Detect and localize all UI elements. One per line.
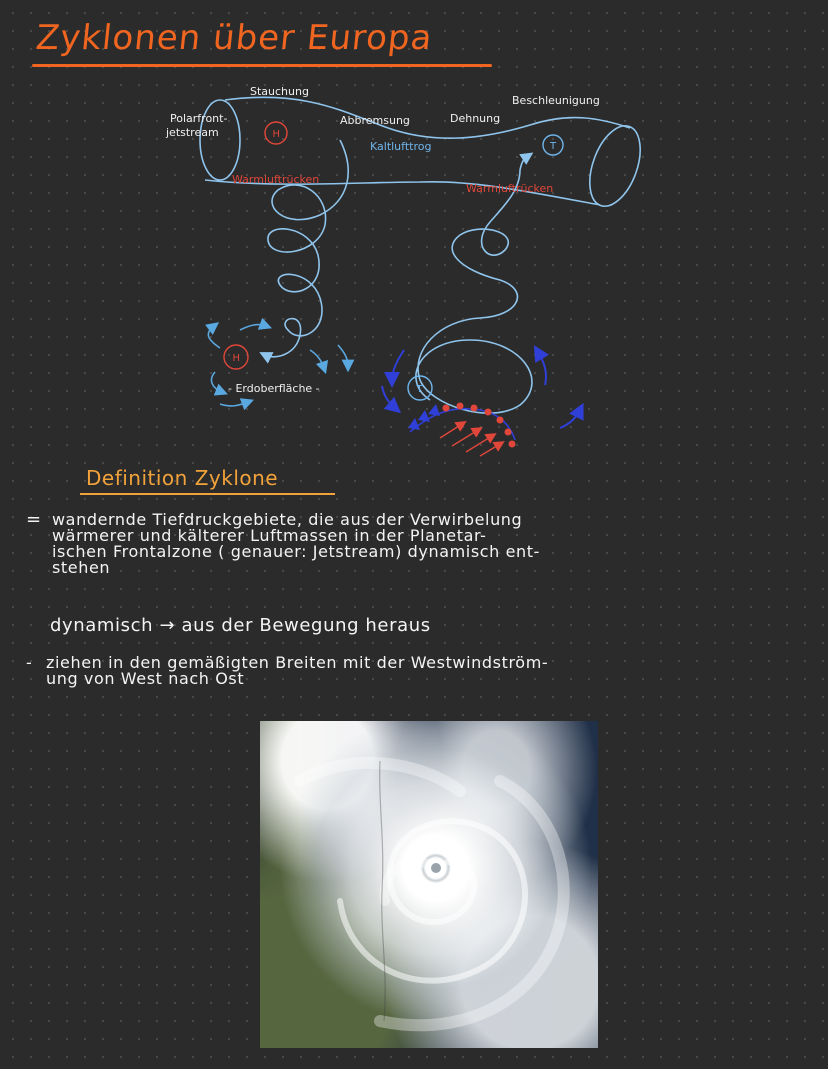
movement-text: ziehen in den gemäßigten Breiten mit der Westwindström- ung von West nach Ost xyxy=(46,653,549,688)
definition-heading: Definition Zyklone xyxy=(86,466,279,490)
label-beschleunigung: Beschleunigung xyxy=(512,94,600,107)
definition-underline xyxy=(80,493,335,495)
definition-bullet: = xyxy=(26,509,42,530)
warm-air-arrows xyxy=(440,424,500,456)
svg-text:T: T xyxy=(416,384,423,395)
label-polarfront: Polarfront- xyxy=(170,112,228,125)
high-pressure-upper-symbol xyxy=(265,122,287,144)
label-jetstream: jetstream xyxy=(166,126,219,139)
label-erdoberflaeche: - Erdoberfläche - xyxy=(228,382,320,395)
cyclone-satellite-photo xyxy=(260,721,598,1048)
cold-front-symbols xyxy=(408,404,440,430)
movement-dash: - xyxy=(26,653,33,672)
svg-text:H: H xyxy=(232,353,241,364)
svg-text:T: T xyxy=(550,141,557,152)
label-kaltlufttrog: Kaltlufttrog xyxy=(370,140,432,153)
dynamic-explanation: dynamisch → aus der Bewegung heraus xyxy=(50,615,431,636)
label-dehnung: Dehnung xyxy=(450,112,501,125)
surface-low-inflow-arrows xyxy=(382,350,580,428)
high-pressure-surface-symbol xyxy=(224,345,248,369)
label-warmluftruecken-right: Warmluftrücken xyxy=(466,182,554,195)
label-abbremsung: Abbremsung xyxy=(340,114,410,127)
page-title: Zyklonen über Europa xyxy=(33,18,435,58)
jetstream-diagram xyxy=(0,0,828,460)
svg-text:H: H xyxy=(272,129,281,140)
cyclone-spiral-bands xyxy=(260,721,598,1048)
label-stauchung: Stauchung xyxy=(250,85,309,98)
definition-text: wandernde Tiefdruckgebiete, die aus der Verwirbelung wärmerer und kälterer Luftmassen in der Planetar- ischen Frontalzone ( genauer: Jetstream) dynamisch ent- stehen xyxy=(52,510,541,577)
low-pressure-upper-symbol xyxy=(543,135,563,155)
label-warmluftruecken-left: Warmluftrücken xyxy=(232,173,320,186)
